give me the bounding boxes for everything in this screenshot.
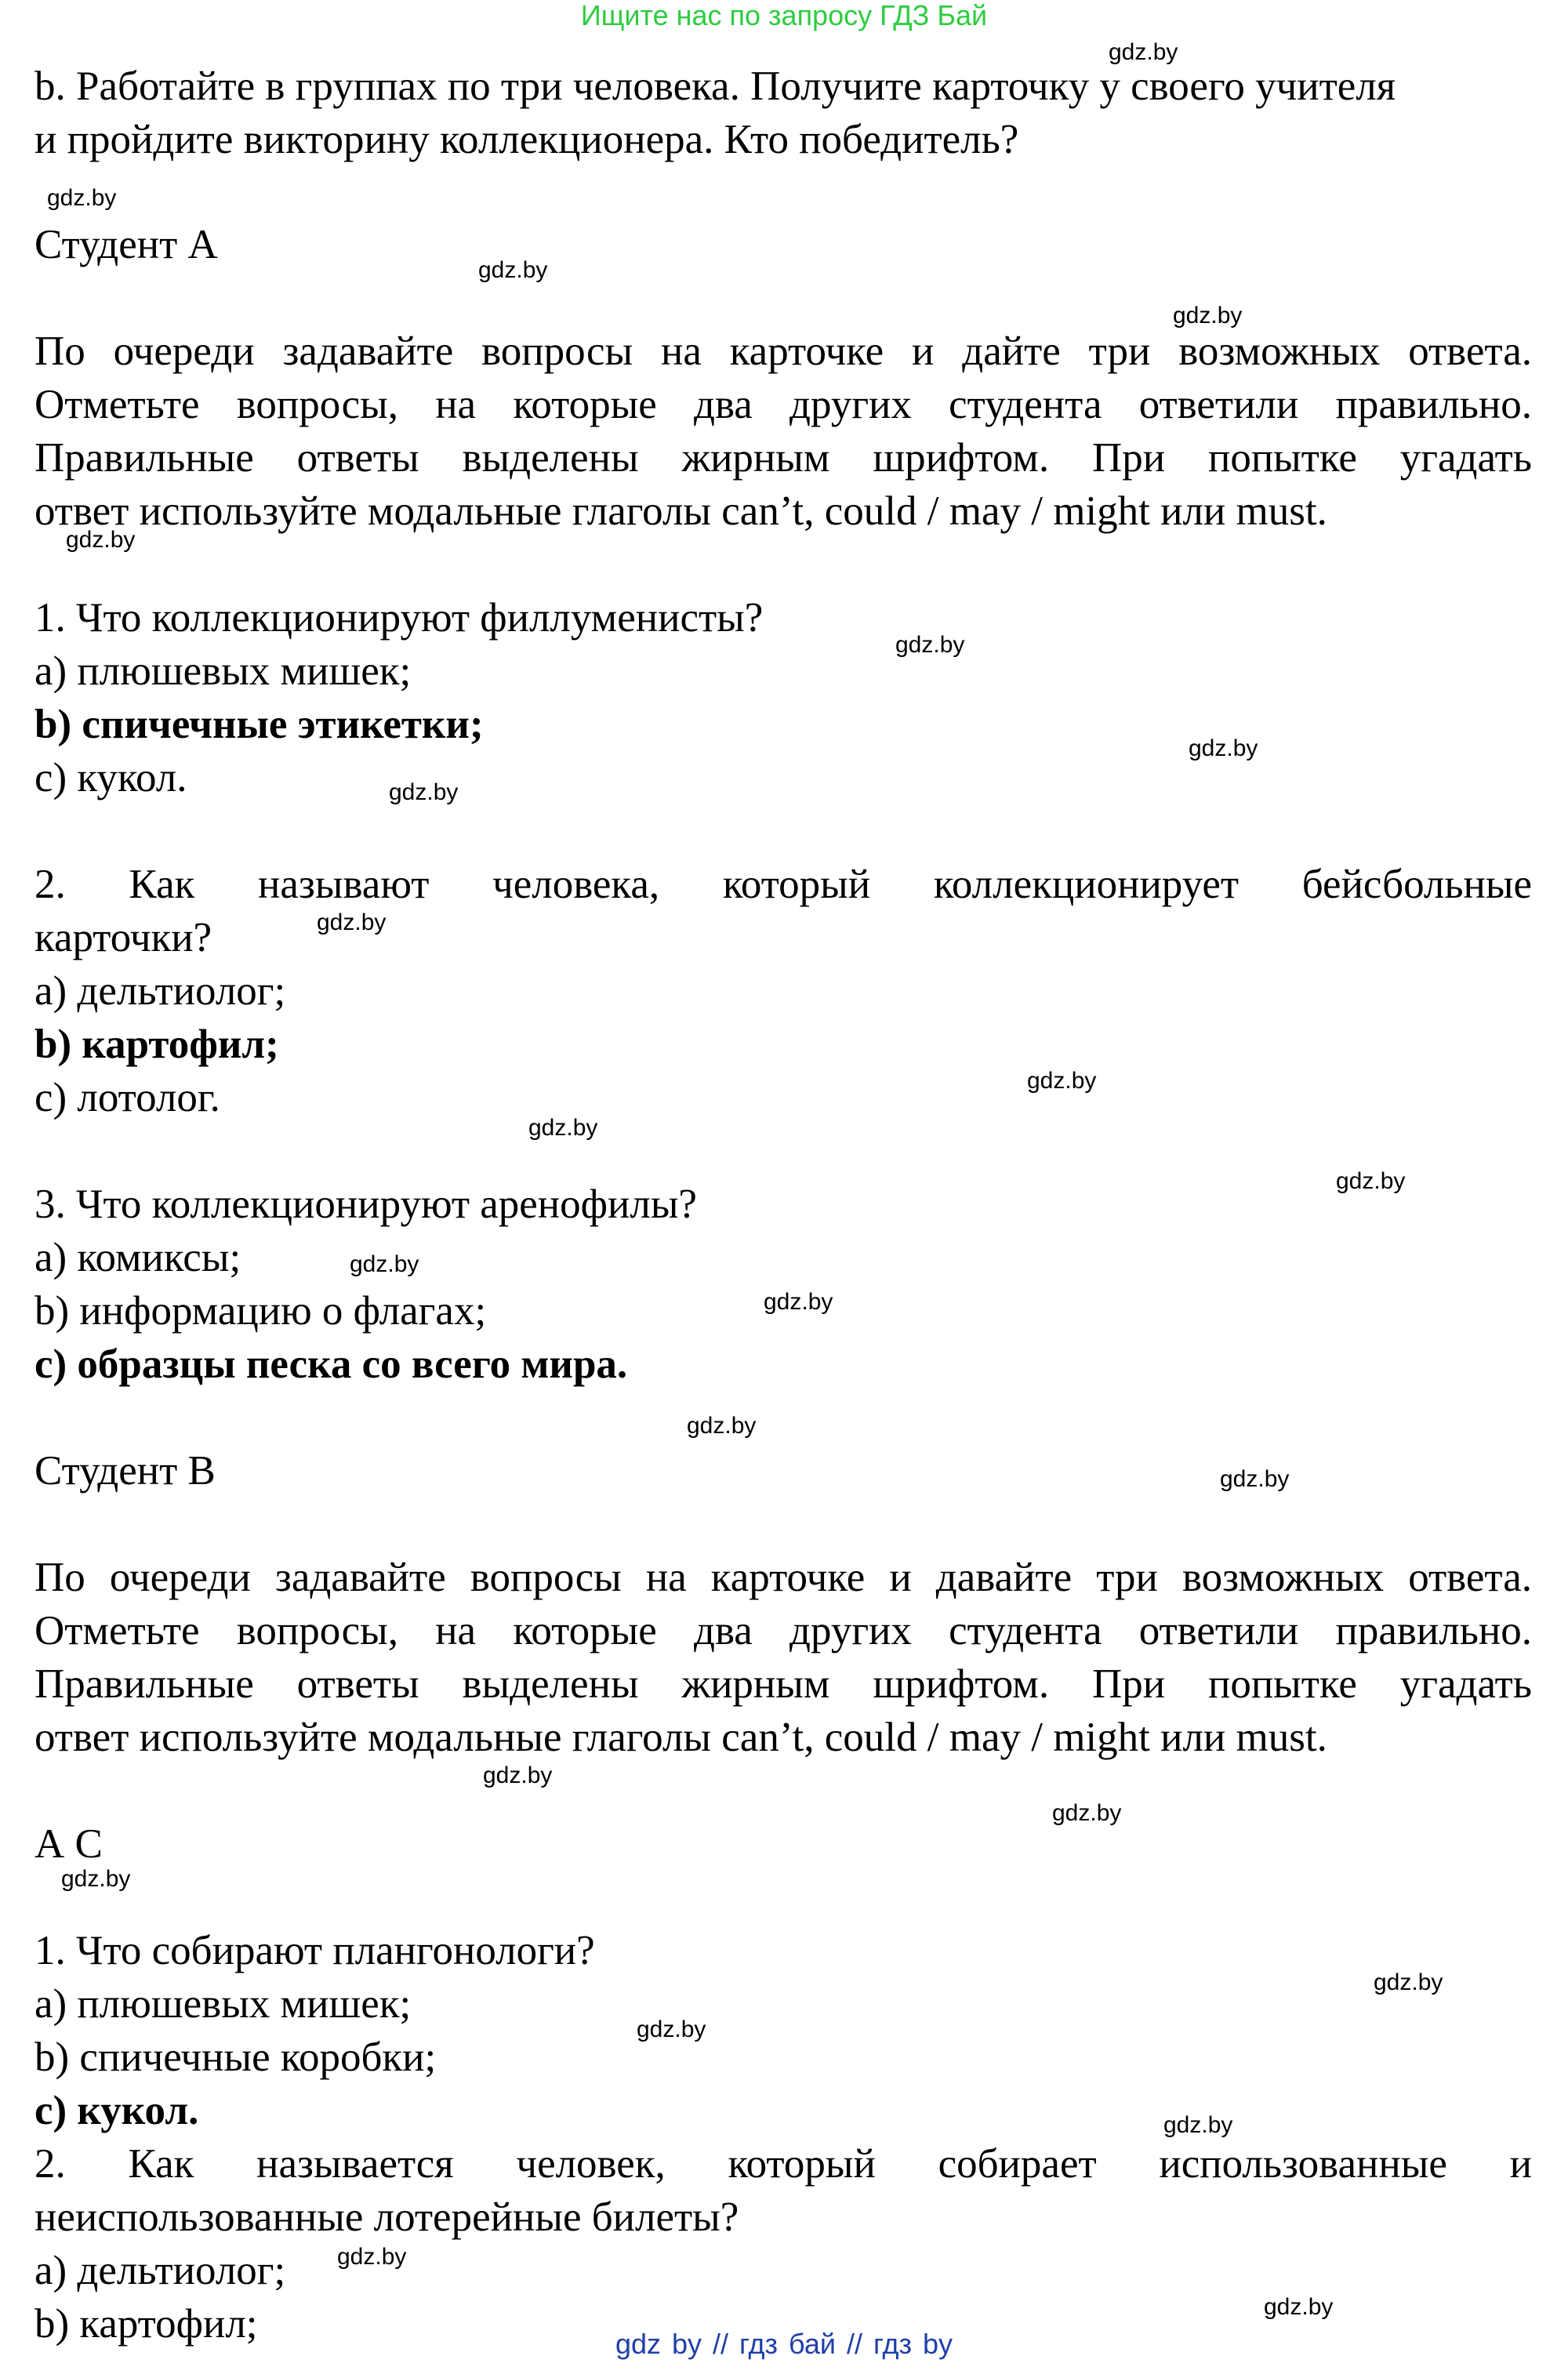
- student-b-heading: Студент В: [34, 1448, 216, 1494]
- watermark: gdz.by: [337, 2244, 407, 2270]
- a-q1-option-a: а) плюшевых мишек;: [34, 648, 412, 694]
- student-b-instruction-3: Правильные ответы выделены жирным шрифтом. При попытке угадать: [34, 1661, 1532, 1707]
- watermark: gdz.by: [350, 1251, 419, 1277]
- watermark: gdz.by: [637, 2016, 706, 2042]
- a-q2-option-c: c) лотолог.: [34, 1075, 220, 1120]
- watermark: gdz.by: [1052, 1800, 1122, 1826]
- b-q2-question-line-1: 2. Как называется человек, который собирает использованные и: [34, 2141, 1532, 2187]
- watermark: gdz.by: [483, 1762, 553, 1788]
- student-b-label: А С: [34, 1821, 103, 1867]
- top-banner[interactable]: Ищите нас по запросу ГДЗ Бай: [580, 0, 988, 31]
- student-a-heading: Студент А: [34, 222, 218, 267]
- watermark: gdz.by: [1374, 1969, 1443, 1995]
- b-q2-option-b: b) картофил;: [34, 2301, 258, 2347]
- student-b-instruction-2: Отметьте вопросы, на которые два других студента ответили правильно.: [34, 1608, 1532, 1653]
- watermark: gdz.by: [478, 257, 548, 283]
- watermark: gdz.by: [47, 185, 117, 211]
- b-q2-option-a: а) дельтиолог;: [34, 2248, 286, 2293]
- watermark: gdz.by: [1027, 1068, 1097, 1094]
- watermark: gdz.by: [1264, 2294, 1334, 2320]
- a-q1-option-b-correct: b) спичечные этикетки;: [34, 702, 484, 747]
- watermark: gdz.by: [1189, 735, 1258, 761]
- a-q2-question-line-2: карточки?: [34, 915, 212, 960]
- a-q2-question-line-1: 2. Как называют человека, который коллекционирует бейсбольные: [34, 862, 1532, 907]
- student-a-instruction-1: По очереди задавайте вопросы на карточке и дайте три возможных ответа.: [34, 329, 1532, 374]
- watermark: gdz.by: [1220, 1466, 1290, 1492]
- b-q2-question-line-2: неиспользованные лотерейные билеты?: [34, 2194, 739, 2240]
- bottom-banner[interactable]: gdz by // гдз бай // гдз by: [615, 2328, 953, 2360]
- student-a-instruction-4: ответ используйте модальные глаголы can’t, could / may / might или must.: [34, 488, 1327, 534]
- a-q3-question: 3. Что коллекционируют аренофилы?: [34, 1182, 697, 1227]
- a-q1-option-c: c) кукол.: [34, 755, 187, 800]
- watermark: gdz.by: [389, 779, 459, 805]
- student-a-instruction-3: Правильные ответы выделены жирным шрифтом. При попытке угадать: [34, 435, 1532, 481]
- watermark: gdz.by: [1109, 39, 1178, 65]
- intro-line-1: b. Работайте в группах по три человека. Получите карточку у своего учителя: [34, 64, 1396, 109]
- watermark: gdz.by: [1336, 1168, 1406, 1194]
- a-q2-option-b-correct: b) картофил;: [34, 1022, 279, 1067]
- a-q3-option-b: b) информацию о флагах;: [34, 1288, 487, 1334]
- a-q3-option-c-correct: c) образцы песка со всего мира.: [34, 1341, 628, 1387]
- b-q1-question: 1. Что собирают плангонологи?: [34, 1928, 595, 1973]
- a-q2-option-a: а) дельтиолог;: [34, 968, 286, 1014]
- watermark: gdz.by: [61, 1866, 131, 1892]
- student-b-instruction-1: По очереди задавайте вопросы на карточке и давайте три возможных ответа.: [34, 1555, 1532, 1600]
- student-b-instruction-4: ответ используйте модальные глаголы can’t, could / may / might или must.: [34, 1715, 1327, 1760]
- b-q1-option-c-correct: c) кукол.: [34, 2088, 199, 2133]
- watermark: gdz.by: [1173, 303, 1243, 329]
- a-q1-question: 1. Что коллекционируют филлуменисты?: [34, 595, 764, 641]
- watermark: gdz.by: [1163, 2112, 1233, 2138]
- b-q1-option-b: b) спичечные коробки;: [34, 2035, 437, 2080]
- watermark: gdz.by: [528, 1115, 598, 1141]
- watermark: gdz.by: [764, 1289, 833, 1315]
- watermark: gdz.by: [687, 1413, 757, 1439]
- watermark: gdz.by: [66, 527, 136, 553]
- intro-line-2: и пройдите викторину коллекционера. Кто победитель?: [34, 117, 1019, 162]
- watermark: gdz.by: [317, 909, 387, 935]
- a-q3-option-a: а) комиксы;: [34, 1235, 241, 1280]
- b-q1-option-a: а) плюшевых мишек;: [34, 1981, 412, 2027]
- watermark: gdz.by: [895, 632, 965, 658]
- student-a-instruction-2: Отметьте вопросы, на которые два других студента ответили правильно.: [34, 382, 1532, 427]
